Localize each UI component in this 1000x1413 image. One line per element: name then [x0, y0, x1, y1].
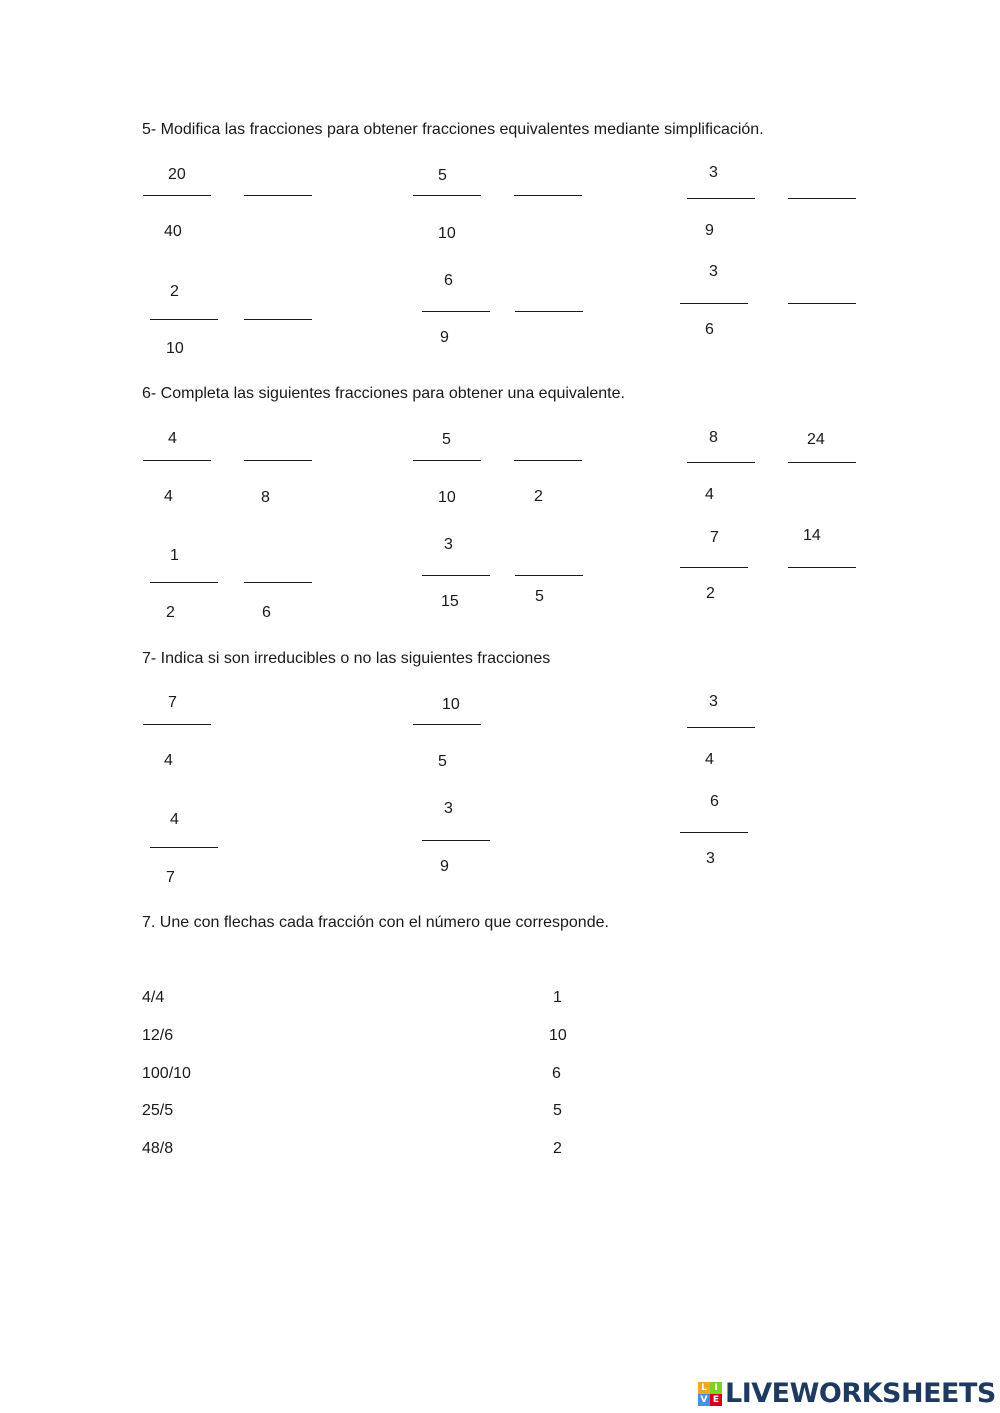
- fraction-numerator: 3: [444, 800, 453, 817]
- logo-tile: V: [698, 1394, 710, 1406]
- fraction-denominator: 4: [705, 751, 714, 768]
- fraction-denominator: 15: [441, 593, 459, 610]
- match-left-item[interactable]: 4/4: [142, 989, 165, 1006]
- fraction-numerator: 2: [170, 283, 179, 300]
- fraction-bar: [680, 303, 748, 304]
- fraction-denominator: 2: [166, 604, 175, 621]
- fraction-bar: [687, 727, 755, 728]
- logo-tile: L: [698, 1382, 710, 1394]
- fraction-bar: [150, 582, 218, 583]
- fraction-denominator: 6: [705, 321, 714, 338]
- fraction-denominator: 2: [706, 585, 715, 602]
- fraction-denominator: 10: [438, 489, 456, 506]
- fraction-denominator: 9: [705, 222, 714, 239]
- answer-blank[interactable]: [244, 319, 312, 320]
- fraction-numerator: 7: [168, 694, 177, 711]
- fraction-denominator: 4: [164, 752, 173, 769]
- answer-numerator: 14: [803, 527, 821, 544]
- fraction-denominator: 9: [440, 858, 449, 875]
- match-left-item[interactable]: 48/8: [142, 1140, 174, 1157]
- fraction-bar: [413, 460, 481, 461]
- answer-blank[interactable]: [244, 460, 312, 461]
- fraction-numerator: 3: [709, 164, 718, 181]
- answer-blank[interactable]: [515, 311, 583, 312]
- section-7b-heading: 7. Une con flechas cada fracción con el número que corresponde.: [142, 914, 609, 931]
- fraction-numerator: 5: [438, 167, 447, 184]
- fraction-numerator: 7: [710, 529, 719, 546]
- fraction-numerator: 5: [442, 431, 451, 448]
- fraction-denominator: 9: [440, 329, 449, 346]
- answer-blank[interactable]: [514, 195, 582, 196]
- fraction-numerator: 1: [170, 547, 179, 564]
- answer-blank[interactable]: [514, 460, 582, 461]
- answer-blank[interactable]: [788, 303, 856, 304]
- logo-mark-icon: [698, 1382, 722, 1406]
- fraction-bar: [680, 567, 748, 568]
- fraction-numerator: 6: [444, 272, 453, 289]
- fraction-bar: [413, 724, 481, 725]
- fraction-denominator: 4: [705, 486, 714, 503]
- match-left-item[interactable]: 25/5: [142, 1102, 174, 1119]
- match-right-item[interactable]: 5: [553, 1102, 562, 1119]
- logo-text: LIVEWORKSHEETS: [725, 1378, 996, 1409]
- answer-blank[interactable]: [515, 575, 583, 576]
- match-right-item[interactable]: 6: [552, 1065, 561, 1082]
- logo-tile: I: [710, 1382, 722, 1394]
- fraction-numerator: 10: [442, 696, 460, 713]
- fraction-denominator: 3: [706, 850, 715, 867]
- match-left-item[interactable]: 100/10: [142, 1065, 191, 1082]
- answer-blank[interactable]: [244, 582, 312, 583]
- section-5-heading: 5- Modifica las fracciones para obtener fracciones equivalentes mediante simplificación.: [142, 121, 764, 138]
- fraction-bar: [687, 462, 755, 463]
- fraction-denominator: 10: [166, 340, 184, 357]
- answer-blank[interactable]: [788, 198, 856, 199]
- match-right-item[interactable]: 1: [553, 989, 562, 1006]
- fraction-bar: [422, 311, 490, 312]
- answer-denominator: 5: [535, 588, 544, 605]
- fraction-numerator: 3: [444, 536, 453, 553]
- fraction-bar: [143, 195, 211, 196]
- fraction-numerator: 6: [710, 793, 719, 810]
- fraction-numerator: 8: [709, 429, 718, 446]
- fraction-numerator: 4: [170, 811, 179, 828]
- fraction-denominator: 4: [164, 488, 173, 505]
- fraction-denominator: 5: [438, 753, 447, 770]
- fraction-bar: [680, 832, 748, 833]
- section-6-heading: 6- Completa las siguientes fracciones para obtener una equivalente.: [142, 385, 625, 402]
- fraction-bar: [413, 195, 481, 196]
- fraction-bar: [150, 319, 218, 320]
- answer-denominator: 8: [261, 489, 270, 506]
- answer-blank[interactable]: [244, 195, 312, 196]
- logo-tile: E: [710, 1394, 722, 1406]
- fraction-denominator: 40: [164, 223, 182, 240]
- answer-denominator: 6: [262, 604, 271, 621]
- fraction-numerator: 3: [709, 693, 718, 710]
- match-right-item[interactable]: 2: [553, 1140, 562, 1157]
- fraction-bar: [143, 724, 211, 725]
- match-left-item[interactable]: 12/6: [142, 1027, 174, 1044]
- liveworksheets-logo: [698, 1378, 996, 1409]
- fraction-bar: [422, 840, 490, 841]
- answer-denominator: 2: [534, 488, 543, 505]
- fraction-numerator: 4: [168, 430, 177, 447]
- answer-numerator: 24: [807, 431, 825, 448]
- fraction-denominator: 10: [438, 225, 456, 242]
- answer-blank[interactable]: [788, 462, 856, 463]
- fraction-numerator: 3: [709, 263, 718, 280]
- fraction-bar: [143, 460, 211, 461]
- answer-blank[interactable]: [788, 567, 856, 568]
- section-7a-heading: 7- Indica si son irreducibles o no las siguientes fracciones: [142, 650, 551, 667]
- fraction-bar: [150, 847, 218, 848]
- fraction-denominator: 7: [166, 869, 175, 886]
- match-right-item[interactable]: 10: [549, 1027, 567, 1044]
- fraction-numerator: 20: [168, 166, 186, 183]
- fraction-bar: [422, 575, 490, 576]
- fraction-bar: [687, 198, 755, 199]
